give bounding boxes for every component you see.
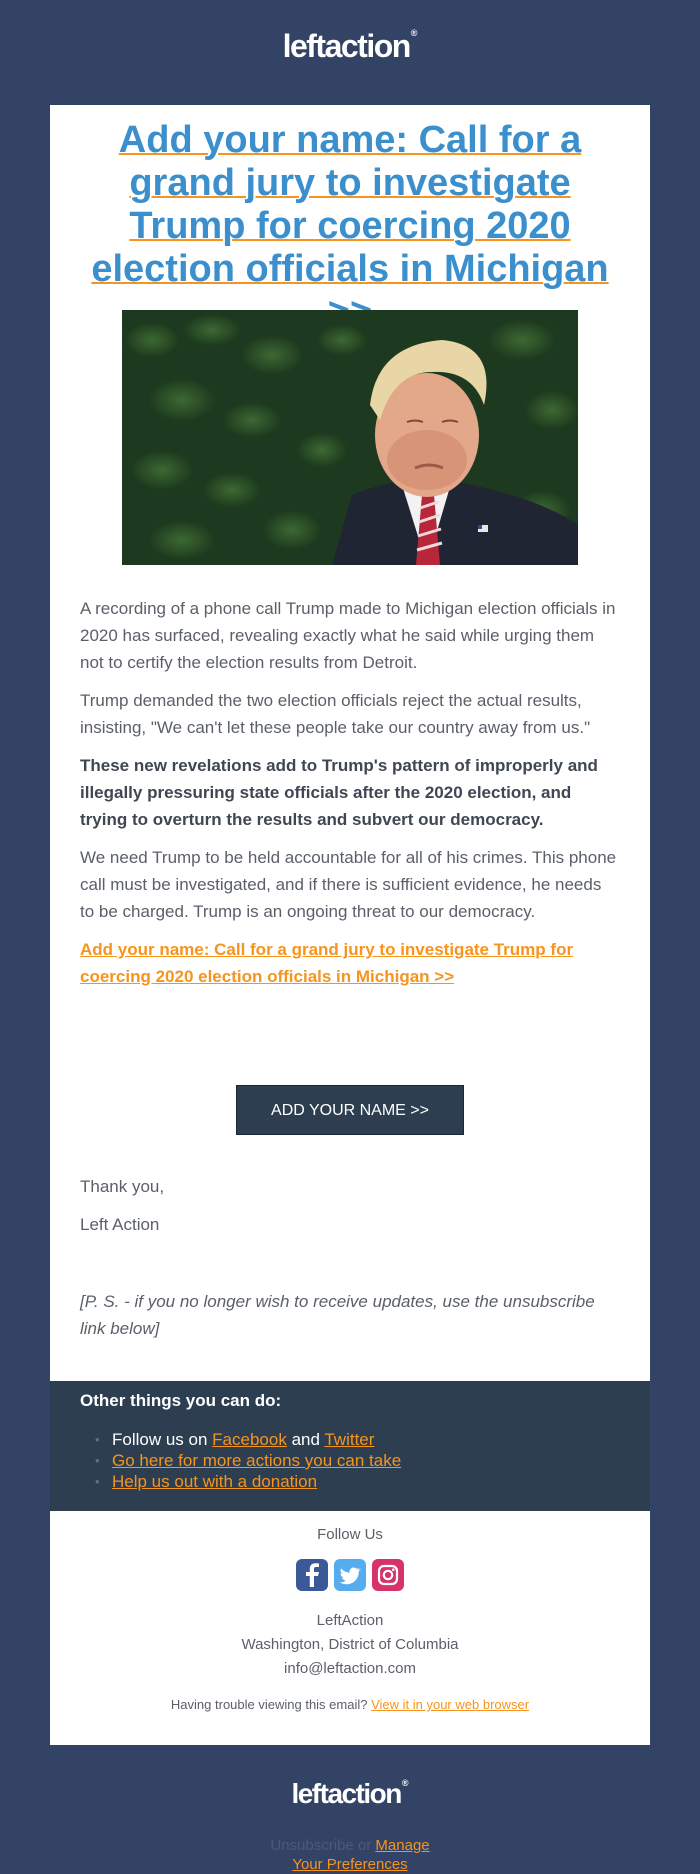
or-text: or <box>353 1837 376 1854</box>
list-item-actions <box>112 1450 401 1471</box>
body-paragraph-3: These new revelations add to Trump's pattern of improperly and illegally pressuring state officials after the 2020 election, and trying to overturn the results and subvert our democracy. <box>80 756 598 829</box>
add-your-name-button[interactable]: ADD YOUR NAME >> <box>236 1085 464 1135</box>
twitter-link[interactable]: Twitter <box>324 1430 375 1449</box>
logo-reg: ® <box>410 28 418 38</box>
headline <box>70 119 630 334</box>
headline-link[interactable]: Add your name: Call for a grand jury to investigate Trump for coercing 2020 election officials in Michigan <box>91 119 609 290</box>
logo-left: left <box>291 1778 328 1809</box>
ps-note: [P. S. - if you no longer wish to receive updates, use the unsubscribe link below] <box>80 1292 595 1338</box>
logo-left: left <box>282 28 325 64</box>
org-email: info@leftaction.com <box>284 1660 416 1677</box>
list-item-follow <box>112 1429 401 1450</box>
logo-right: action <box>327 1778 401 1809</box>
unsubscribe-area <box>0 1836 700 1874</box>
follow-us-label: Follow Us <box>317 1526 383 1543</box>
twitter-icon[interactable] <box>334 1559 366 1591</box>
org-location: Washington, District of Columbia <box>241 1636 459 1653</box>
email-body <box>80 595 620 1001</box>
manage-link[interactable]: Manage <box>375 1837 430 1854</box>
list-item-donation <box>112 1471 401 1492</box>
and-text: and <box>286 1430 325 1449</box>
trouble-text: Having trouble viewing this email? <box>170 1697 372 1712</box>
more-actions-link[interactable]: Go here for more actions you can take <box>112 1451 402 1470</box>
org-name: LeftAction <box>316 1612 384 1629</box>
donation-link[interactable]: Help us out with a donation <box>112 1472 318 1491</box>
body-paragraph-4: We need Trump to be held accountable for all of his crimes. This phone call must be investigated, and if there is sufficient evidence, he needs to be charged. Trump is an ongoing threat to our democracy. <box>80 848 617 921</box>
other-actions-list <box>80 1429 401 1492</box>
facebook-icon[interactable] <box>296 1559 328 1591</box>
thank-you-text: Thank you, <box>80 1177 165 1196</box>
top-logo <box>0 28 700 65</box>
email-card <box>50 105 650 1745</box>
article-photo <box>122 310 578 565</box>
trump-photo-illustration <box>122 310 578 565</box>
instagram-icon[interactable] <box>372 1559 404 1591</box>
view-in-browser-link[interactable]: View it in your web browser <box>371 1697 530 1712</box>
cta-paragraph <box>80 936 620 990</box>
follow-prefix: Follow us on <box>112 1430 213 1449</box>
trouble-viewing <box>50 1697 650 1712</box>
cta-link[interactable]: Add your name: Call for a grand jury to investigate Trump for coercing 2020 election officials in Michigan >> <box>80 940 574 986</box>
preferences-link[interactable]: Your Preferences <box>292 1856 408 1873</box>
footer <box>50 1525 650 1712</box>
body-paragraph-2: Trump demanded the two election officials reject the actual results, insisting, "We can't let these people take our country away from us." <box>80 691 591 737</box>
logo-right: action <box>324 28 410 64</box>
signoff <box>80 1173 620 1249</box>
social-icons <box>50 1559 650 1593</box>
org-address <box>50 1609 650 1681</box>
facebook-link[interactable]: Facebook <box>212 1430 287 1449</box>
bottom-logo <box>0 1778 700 1810</box>
signoff-name: Left Action <box>80 1215 160 1234</box>
other-actions-panel <box>50 1381 650 1511</box>
other-actions-title: Other things you can do: <box>80 1391 282 1410</box>
body-paragraph-1: A recording of a phone call Trump made to Michigan election officials in 2020 has surfaced, revealing exactly what he said while urging them not to certify the election results from Detroit. <box>80 599 616 672</box>
unsubscribe-text[interactable]: Unsubscribe <box>270 1837 354 1854</box>
logo-reg: ® <box>401 1778 409 1788</box>
